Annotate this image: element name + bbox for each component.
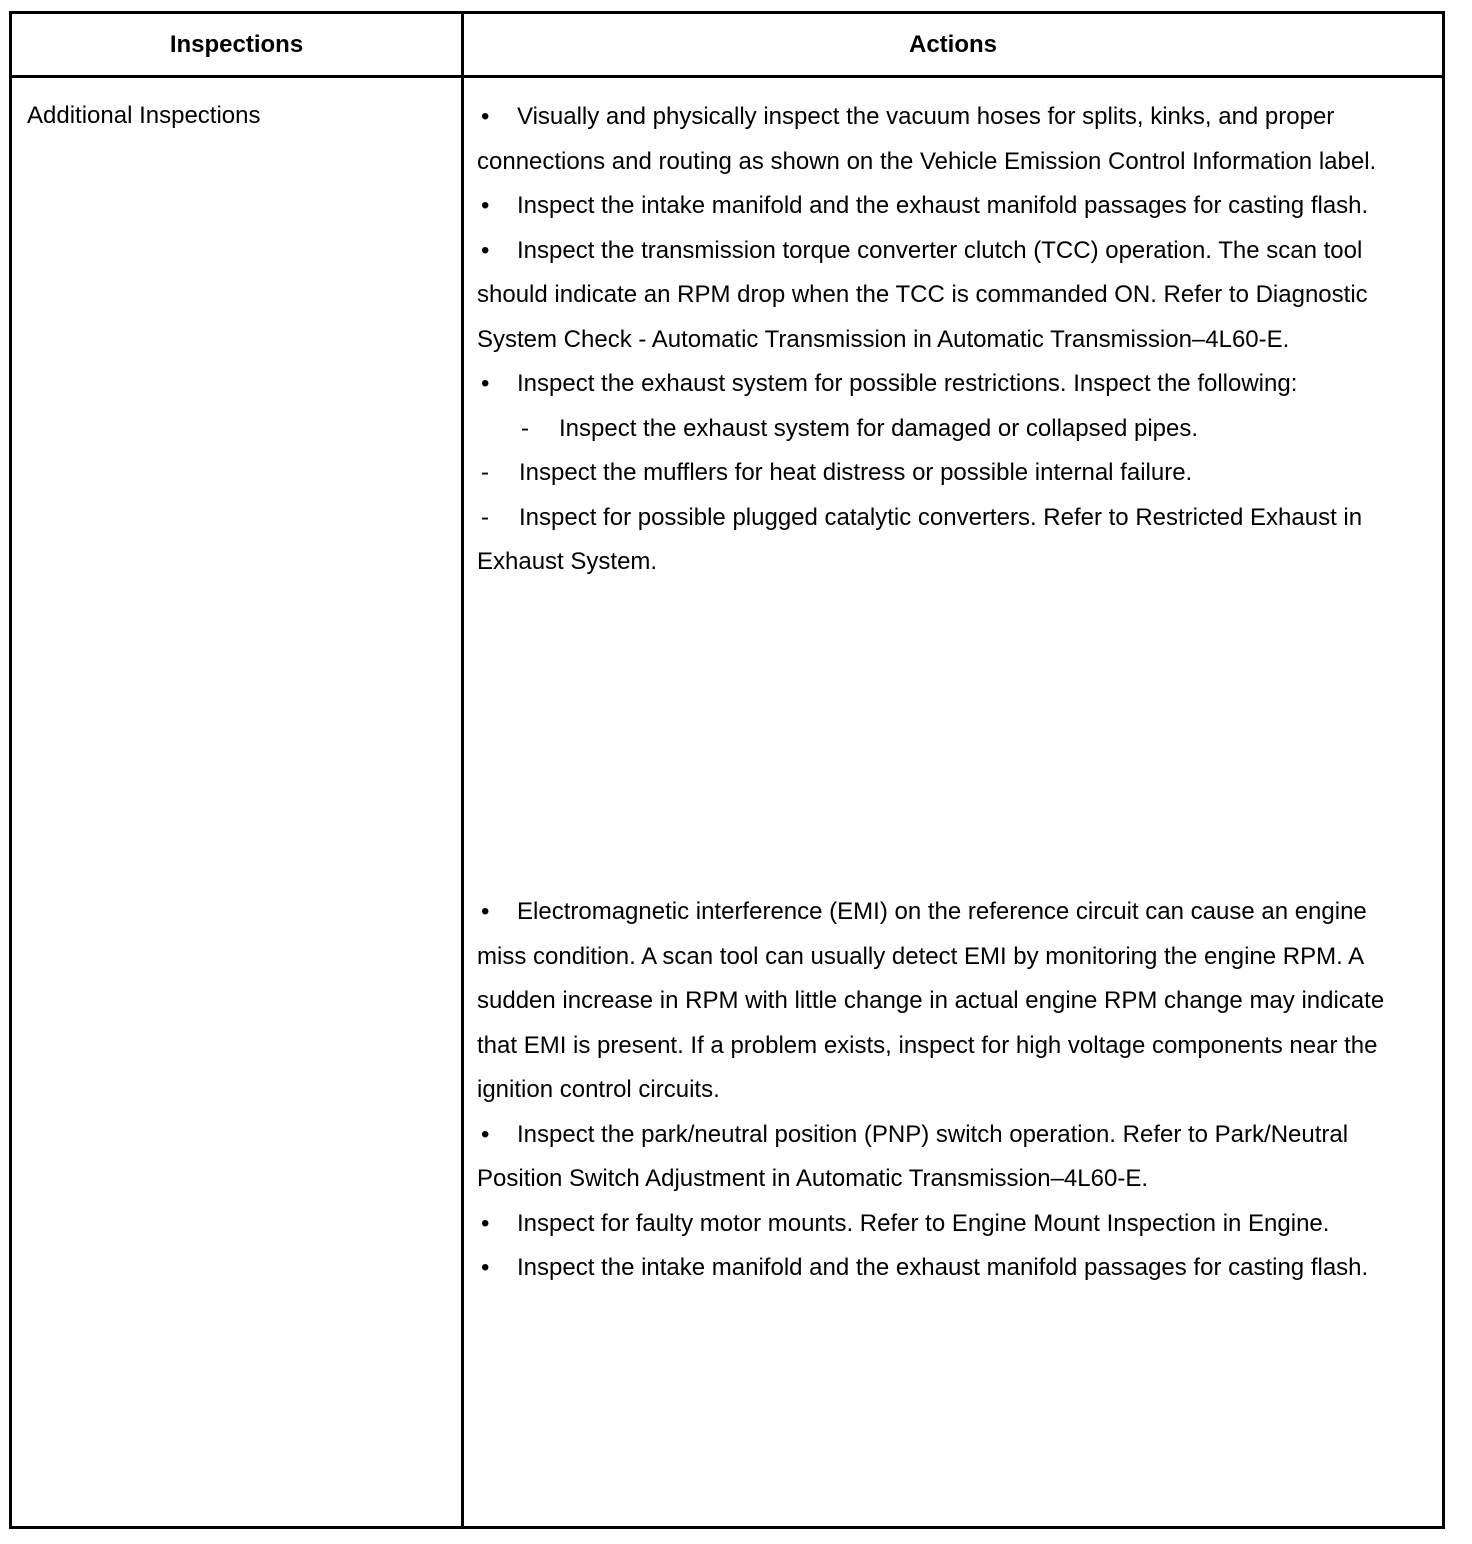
action-text: Inspect for possible plugged catalytic converters. Refer to Restricted Exhaust in Exhaust System. xyxy=(477,503,1363,575)
inspection-cell: Additional Inspections xyxy=(27,102,261,129)
action-item xyxy=(477,1246,1407,1291)
action-text: Inspect for faulty motor mounts. Refer to Engine Mount Inspection in Engine. xyxy=(517,1209,1330,1237)
action-item xyxy=(477,1202,1407,1247)
column-divider xyxy=(461,14,464,1526)
action-text: Inspect the transmission torque converter clutch (TCC) operation. The scan tool should indicate an RPM drop when the TCC is commanded ON. Refer to Diagnostic System Check - Automatic Transmission in Automatic Transmission–4L60-E. xyxy=(477,236,1368,353)
action-item xyxy=(477,95,1407,184)
bullet-marker: • xyxy=(481,1254,490,1281)
action-text: Inspect the exhaust system for damaged or collapsed pipes. xyxy=(559,414,1199,442)
action-item xyxy=(477,890,1407,1113)
bullet-marker: • xyxy=(481,370,490,397)
action-subitem xyxy=(477,407,1407,452)
header-inspections: Inspections xyxy=(169,30,304,58)
header-divider xyxy=(12,75,1442,78)
action-text: Inspect the mufflers for heat distress or possible internal failure. xyxy=(519,459,1193,486)
dash-marker: - xyxy=(481,459,489,486)
dash-marker: - xyxy=(521,414,529,442)
action-item xyxy=(477,229,1407,363)
bullet-marker: • xyxy=(481,236,490,264)
bullet-marker: • xyxy=(481,192,490,219)
action-text: Electromagnetic interference (EMI) on the reference circuit can cause an engine miss condition. A scan tool can usually detect EMI by monitoring the engine RPM. A sudden increase in RPM with little change in actual engine RPM change may indicate that EMI is present. If a problem exists, inspect for high voltage components near the ignition control circuits. xyxy=(477,898,1385,1103)
inspection-table xyxy=(9,11,1445,1529)
bullet-marker: • xyxy=(481,1120,490,1148)
action-subitem xyxy=(477,451,1407,496)
actions-cell-group-1 xyxy=(477,95,1407,585)
bullet-marker: • xyxy=(481,898,490,925)
dash-marker: - xyxy=(481,503,489,531)
action-item xyxy=(477,1113,1407,1202)
action-text: Visually and physically inspect the vacuum hoses for splits, kinks, and proper connections and routing as shown on the Vehicle Emission Control Information label. xyxy=(477,103,1377,175)
bullet-marker: • xyxy=(481,103,490,130)
action-text: Inspect the exhaust system for possible restrictions. Inspect the following: xyxy=(517,370,1298,397)
action-text: Inspect the intake manifold and the exhaust manifold passages for casting flash. xyxy=(517,192,1369,219)
action-item xyxy=(477,184,1407,229)
action-item xyxy=(477,362,1407,407)
bullet-marker: • xyxy=(481,1209,490,1237)
header-actions: Actions xyxy=(908,30,997,58)
actions-cell-group-2 xyxy=(477,890,1407,1291)
action-text: Inspect the park/neutral position (PNP) switch operation. Refer to Park/Neutral Position Switch Adjustment in Automatic Transmission–4L60-E. xyxy=(477,1120,1349,1192)
action-subitem xyxy=(477,496,1407,585)
action-text: Inspect the intake manifold and the exhaust manifold passages for casting flash. xyxy=(517,1254,1369,1281)
